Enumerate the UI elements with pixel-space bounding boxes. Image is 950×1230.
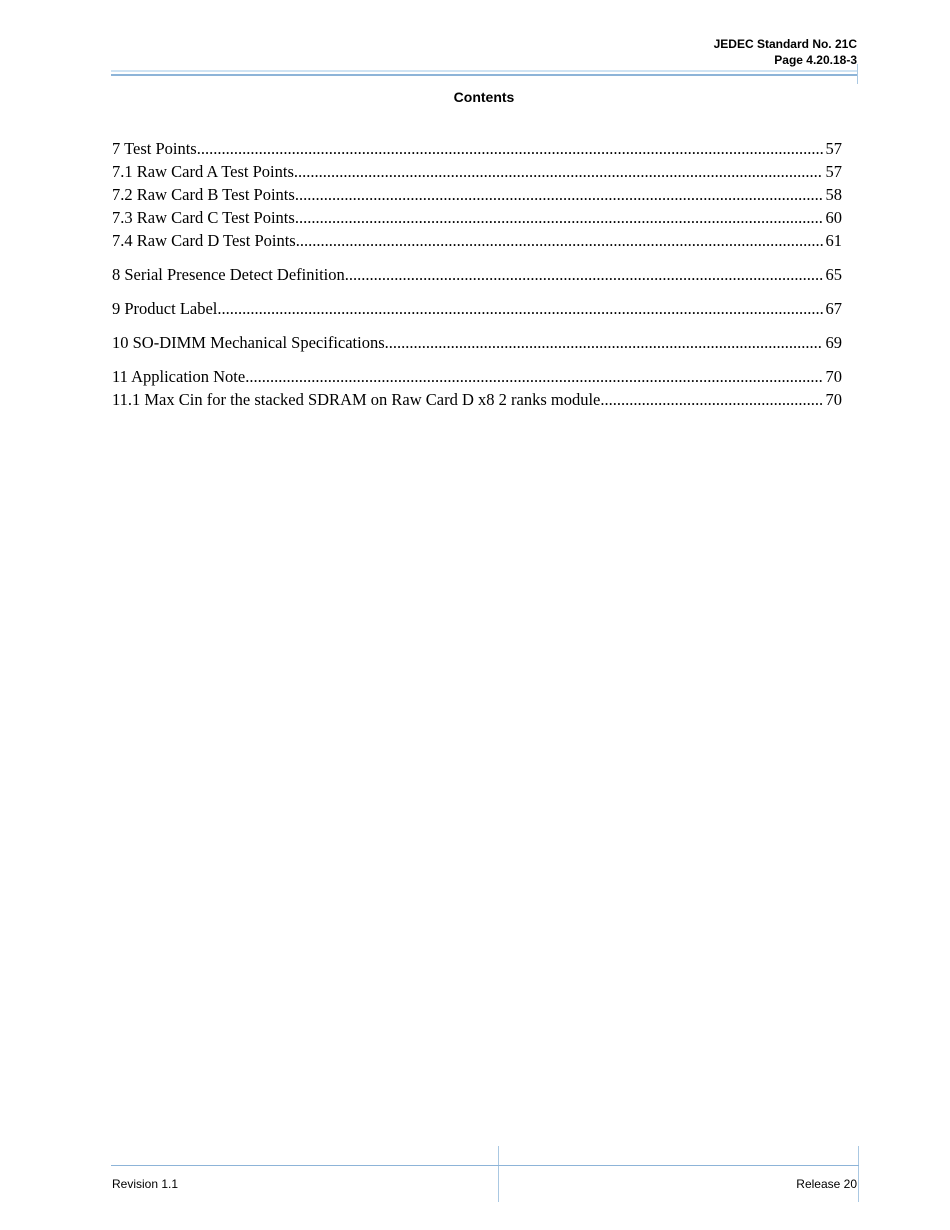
header-rule-light	[111, 70, 858, 72]
footer-release: Release 20	[796, 1177, 857, 1191]
toc-entry-title: 10 SO-DIMM Mechanical Specifications	[112, 333, 385, 352]
toc-leader-dots	[217, 297, 822, 320]
header-standard: JEDEC Standard No. 21C	[713, 37, 857, 51]
toc-leader-dots	[600, 388, 822, 411]
toc-entry-page: 57	[825, 162, 842, 181]
toc-entry-title: 9 Product Label	[112, 299, 218, 318]
toc-entry-title: 8 Serial Presence Detect Definition	[112, 265, 345, 284]
toc-entry-page: 69	[825, 333, 842, 352]
toc-entry[interactable]	[112, 183, 842, 206]
header-page-number: Page 4.20.18-3	[774, 53, 857, 67]
toc-leader-dots	[245, 365, 822, 388]
toc-entry[interactable]	[112, 263, 842, 286]
toc-entry-title: 11.1 Max Cin for the stacked SDRAM on Raw Card D x8 2 ranks module	[112, 390, 601, 409]
toc-entry[interactable]	[112, 331, 842, 354]
toc-entry-page: 61	[825, 231, 842, 250]
toc-entry-page: 60	[825, 208, 842, 227]
toc-entry-page: 58	[825, 185, 842, 204]
toc-entry[interactable]	[112, 297, 842, 320]
toc-entry-title: 7.4 Raw Card D Test Points	[112, 231, 296, 250]
toc-entry[interactable]	[112, 160, 842, 183]
toc-leader-dots	[296, 229, 823, 252]
toc-entry-title: 7.3 Raw Card C Test Points	[112, 208, 295, 227]
toc-leader-dots	[295, 206, 823, 229]
toc-entry[interactable]	[112, 206, 842, 229]
toc-entry-page: 67	[825, 299, 842, 318]
toc-entry[interactable]	[112, 388, 842, 411]
toc-leader-dots	[345, 263, 823, 286]
toc-leader-dots	[197, 137, 823, 160]
toc-entry[interactable]	[112, 229, 842, 252]
toc-leader-dots	[295, 183, 823, 206]
toc-leader-dots	[294, 160, 823, 183]
toc-leader-dots	[385, 331, 823, 354]
toc-entry-title: 7.1 Raw Card A Test Points	[112, 162, 294, 181]
toc-entry-title: 11 Application Note	[112, 367, 246, 386]
footer-divider	[498, 1146, 499, 1202]
toc-entry[interactable]	[112, 365, 842, 388]
footer-revision: Revision 1.1	[112, 1177, 179, 1191]
toc-entry-title: 7 Test Points	[112, 139, 197, 158]
footer-rule-edge	[858, 1146, 859, 1202]
table-of-contents	[112, 137, 842, 411]
footer-rule	[111, 1165, 859, 1166]
header-rule-edge	[857, 64, 858, 84]
header-rule	[111, 74, 858, 76]
toc-entry-page: 70	[825, 367, 842, 386]
toc-entry[interactable]	[112, 137, 842, 160]
toc-entry-title: 7.2 Raw Card B Test Points	[112, 185, 295, 204]
toc-entry-page: 70	[825, 390, 842, 409]
toc-entry-page: 57	[825, 139, 842, 158]
contents-heading: Contents	[453, 89, 515, 105]
toc-entry-page: 65	[825, 265, 842, 284]
